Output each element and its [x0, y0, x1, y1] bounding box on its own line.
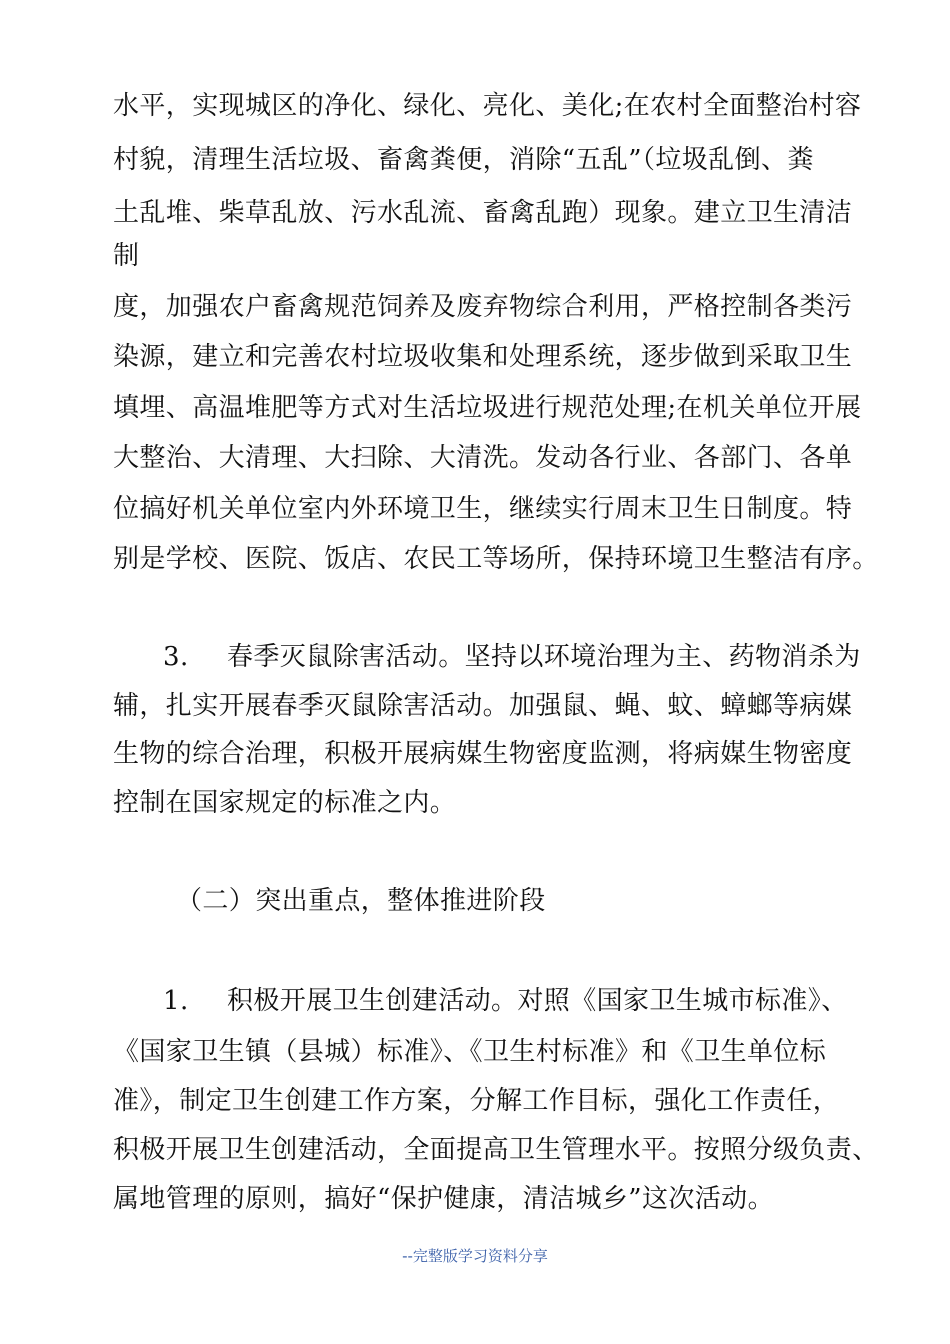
body-text-line: 生物的综合治理，积极开展病媒生物密度监测，将病媒生物密度	[113, 739, 853, 769]
body-text-line: 制	[113, 241, 140, 271]
body-text-line: 位搞好机关单位室内外环境卫生，继续实行周末卫生日制度。特	[113, 494, 853, 524]
item-text: 春季灭鼠除害活动。坚持以环境治理为主、药物消杀为	[227, 642, 861, 672]
item-text: 积极开展卫生创建活动。对照《国家卫生城市标准》、	[227, 986, 848, 1016]
page-footer: --完整版学习资料分享	[402, 1247, 548, 1265]
body-text-line: 填埋、高温堆肥等方式对生活垃圾进行规范处理;在机关单位开展	[113, 393, 862, 423]
body-text-line: 村貌，清理生活垃圾、畜禽粪便，消除“五乱”（垃圾乱倒、粪	[113, 145, 814, 175]
body-text-line: 控制在国家规定的标准之内。	[113, 788, 457, 818]
body-text-line: 属地管理的原则，搞好“保护健康，清洁城乡”这次活动。	[113, 1184, 774, 1214]
body-text-line: 《国家卫生镇（县城）标准》、《卫生村标准》和《卫生单位标	[113, 1037, 827, 1067]
body-text-line: 水平，实现城区的净化、绿化、亮化、美化;在农村全面整治村容	[113, 91, 862, 121]
numbered-item-line	[163, 641, 861, 673]
item-number: 3.	[163, 642, 189, 672]
body-text-line: 土乱堆、柴草乱放、污水乱流、畜禽乱跑）现象。建立卫生清洁	[113, 198, 853, 228]
numbered-item-line	[163, 985, 848, 1017]
body-text-line: 准》，制定卫生创建工作方案，分解工作目标，强化工作责任，	[113, 1086, 840, 1116]
body-text-line: 大整治、大清理、大扫除、大清洗。发动各行业、各部门、各单	[113, 443, 853, 473]
section-heading: （二）突出重点，整体推进阶段	[176, 886, 546, 916]
body-text-line: 积极开展卫生创建活动，全面提高卫生管理水平。按照分级负责、	[113, 1135, 879, 1165]
body-text-line: 辅，扎实开展春季灭鼠除害活动。加强鼠、蝇、蚊、蟑螂等病媒	[113, 691, 853, 721]
body-text-line: 度，加强农户畜禽规范饲养及废弃物综合利用，严格控制各类污	[113, 292, 853, 322]
body-text-line: 染源，建立和完善农村垃圾收集和处理系统，逐步做到采取卫生	[113, 342, 853, 372]
body-text-line: 别是学校、医院、饭店、农民工等场所，保持环境卫生整洁有序。	[113, 544, 879, 574]
item-number: 1.	[163, 986, 189, 1016]
